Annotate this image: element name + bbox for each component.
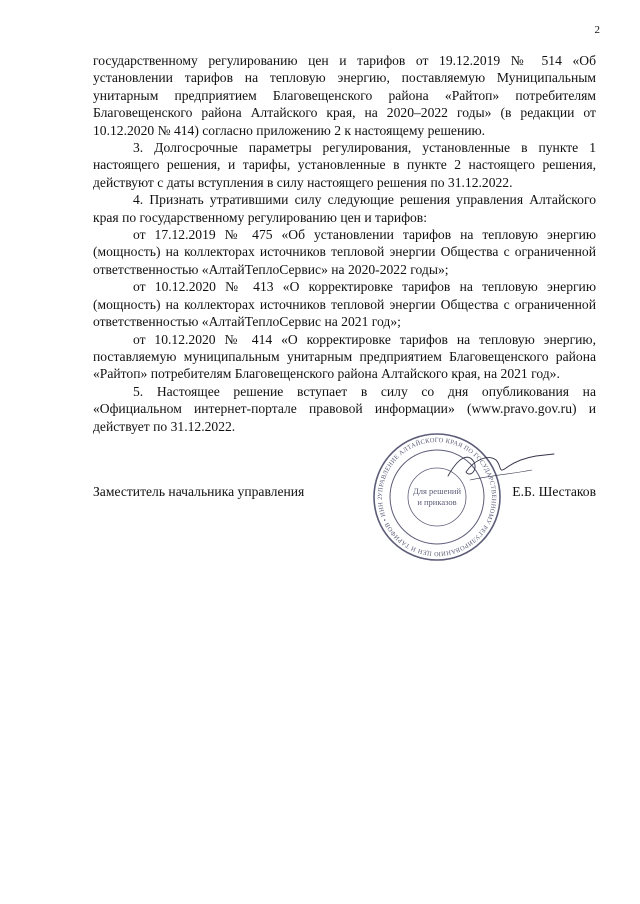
paragraph-item-4: 4. Признать утратившими силу следующие решения управления Алтайского края по государственному регулированию цен и тарифов: [93,192,596,225]
paragraph-decision-475: от 17.12.2019 № 475 «Об установлении тарифов на тепловую энергию (мощность) на коллекторах источников тепловой энергии Общества с ограниченной ответственностью «АлтайТеплоСервис» на 2020-2022 годы»; [93,227,596,277]
stamp-center-line-1: Для решений [412,486,462,496]
paragraph-item-5: 5. Настоящее решение вступает в силу со дня опубликования на «Официальном интернет-портале правовой информации» (www.pravo.gov.ru) и действует по 31.12.2022. [93,383,596,434]
paragraph-item-3: 3. Долгосрочные параметры регулирования, установленные в пункте 1 настоящего решения, и тарифы, установленные в пункте 2 настоящего решения, действуют с даты вступления в силу настоящего решения по 31.12.2022. [93,140,596,190]
paragraph-continuation: государственному регулированию цен и тарифов от 19.12.2019 № 514 «Об установлении тарифов на тепловую энергию, поставляемую Муниципальным унитарным предприятием Благовещенского района «Райтоп» потребителям Благовещенского района Алтайского края, на 2020–2022 годы» (в редакции от 10.12.2020 № 414) согласно приложению 2 к настоящему решению. [93,53,596,138]
signatory-position: Заместитель начальника управления [93,484,305,499]
document-body [93,52,596,435]
stamp-outer-text: УПРАВЛЕНИЕ АЛТАЙСКОГО КРАЯ ПО ГОСУДАРСТВЕННОМУ РЕГУЛИРОВАНИЮ ЦЕН И ТАРИФОВ • ИНН 2 [376,436,498,558]
paragraph-decision-414: от 10.12.2020 № 414 «О корректировке тарифов на тепловую энергию, поставляемую муниципальным унитарным предприятием Благовещенского района «Райтоп» потребителям Благовещенского района Алтайского края, на 2021 год». [93,331,596,382]
page-number: 2 [594,24,600,36]
signatory-name: Е.Б. Шестаков [512,484,596,499]
stamp-center-line-2: и приказов [417,497,457,507]
handwritten-signature [440,440,560,490]
paragraph-decision-413: от 10.12.2020 № 413 «О корректировке тарифов на тепловую энергию (мощность) на коллекторах источников тепловой энергии Общества с ограниченной ответственностью «АлтайТеплоСервис на 2021 год»; [93,279,596,330]
